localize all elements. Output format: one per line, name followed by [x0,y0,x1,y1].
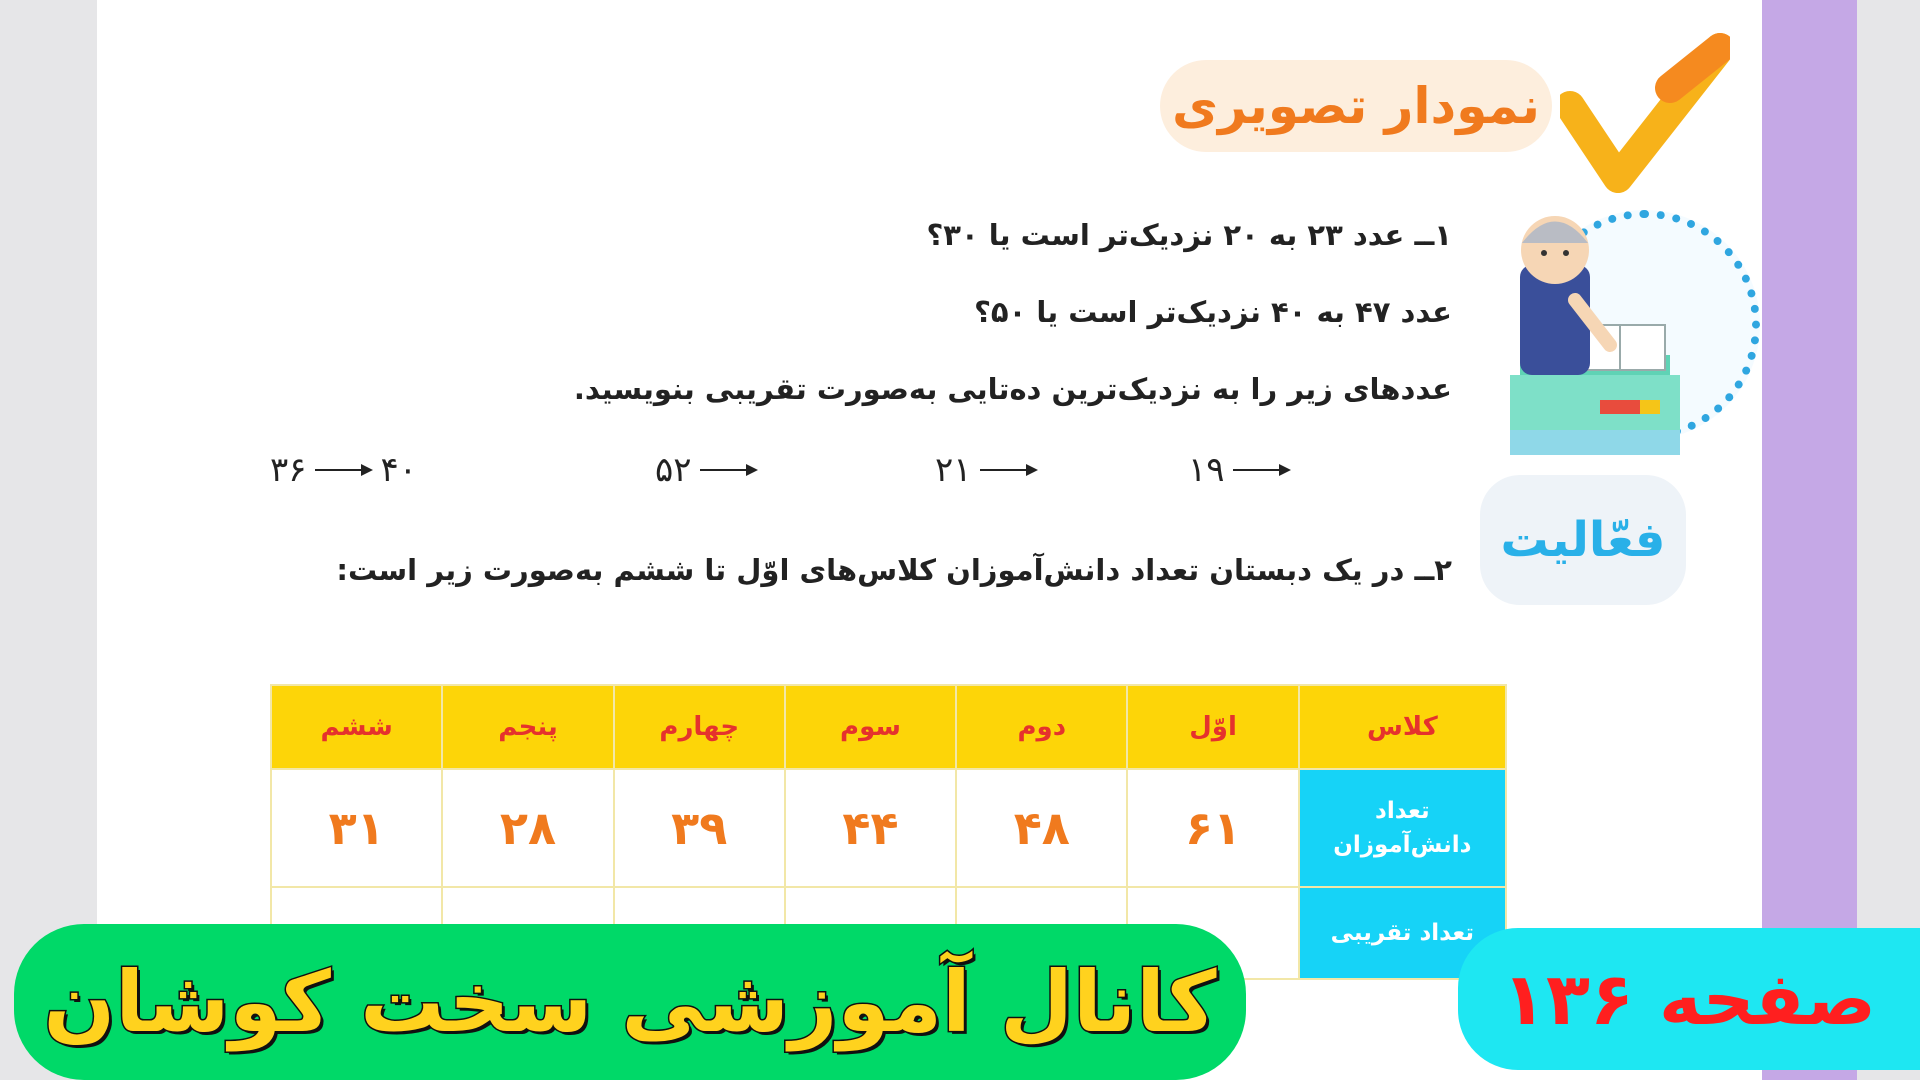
table-cell: ۴۸ [956,769,1127,887]
row-label-line: دانش‌آموزان [1333,832,1472,858]
page-number-badge [1458,928,1920,1070]
rounding-number: ۱۹ [1188,450,1225,490]
activity-badge [1480,475,1686,605]
rounding-answer: ۴۰ [380,450,418,490]
channel-name: کانال آموزشی سخت کوشان [43,953,1217,1051]
table-cell: ۳۱ [271,769,442,887]
table-header-cell: کلاس [1299,685,1506,769]
question-1-line-1: ۱ــ عدد ۲۳ به ۲۰ نزدیک‌تر است یا ۳۰؟ [926,218,1452,252]
table-cell: ۳۹ [614,769,785,887]
row-label-students [1299,769,1506,887]
row-label-line: تعداد [1375,797,1430,824]
checkmark-icon [1560,28,1730,198]
rounding-example [270,445,417,495]
table-cell: ۶۱ [1127,769,1298,887]
page-number: صفحه ۱۳۶ [1502,957,1876,1041]
table-header-cell: اوّل [1127,685,1298,769]
table-header-cell: ششم [271,685,442,769]
table-header-cell: چهارم [614,685,785,769]
left-margin [0,0,97,1080]
section-title-pill [1160,60,1552,152]
rounding-example [655,445,758,495]
section-title: نمودار تصویری [1172,77,1540,135]
channel-banner [14,924,1246,1080]
question-1-instruction: عددهای زیر را به نزدیک‌ترین ده‌تایی به‌صورت تقریبی بنویسید. [573,372,1452,406]
row-label-approx: تعداد تقریبی [1299,887,1506,979]
arrow-icon [1233,463,1291,477]
table-cell: ۲۸ [442,769,613,887]
rounding-example [1188,445,1291,495]
student-at-desk-illustration [1480,205,1700,485]
table-header-cell: سوم [785,685,956,769]
table-row [271,769,1506,887]
question-1-line-2: عدد ۴۷ به ۴۰ نزدیک‌تر است یا ۵۰؟ [974,295,1452,329]
table-cell: ۴۴ [785,769,956,887]
page-edge-strip [1762,0,1857,1080]
activity-label: فعّالیت [1500,512,1666,568]
rounding-number: ۳۶ [270,450,307,490]
rounding-number: ۵۲ [655,450,692,490]
rounding-number: ۲۱ [935,450,972,490]
arrow-icon [700,463,758,477]
activity-illustration [1470,205,1760,605]
table-header-cell: دوم [956,685,1127,769]
right-margin [1857,0,1920,1080]
table-header-row [271,685,1506,769]
table-header-cell: پنجم [442,685,613,769]
rounding-example [935,445,1038,495]
arrow-icon [980,463,1038,477]
question-2: ۲ــ در یک دبستان تعداد دانش‌آموزان کلاس‌های اوّل تا ششم به‌صورت زیر است: [336,553,1452,587]
arrow-icon [315,463,373,477]
